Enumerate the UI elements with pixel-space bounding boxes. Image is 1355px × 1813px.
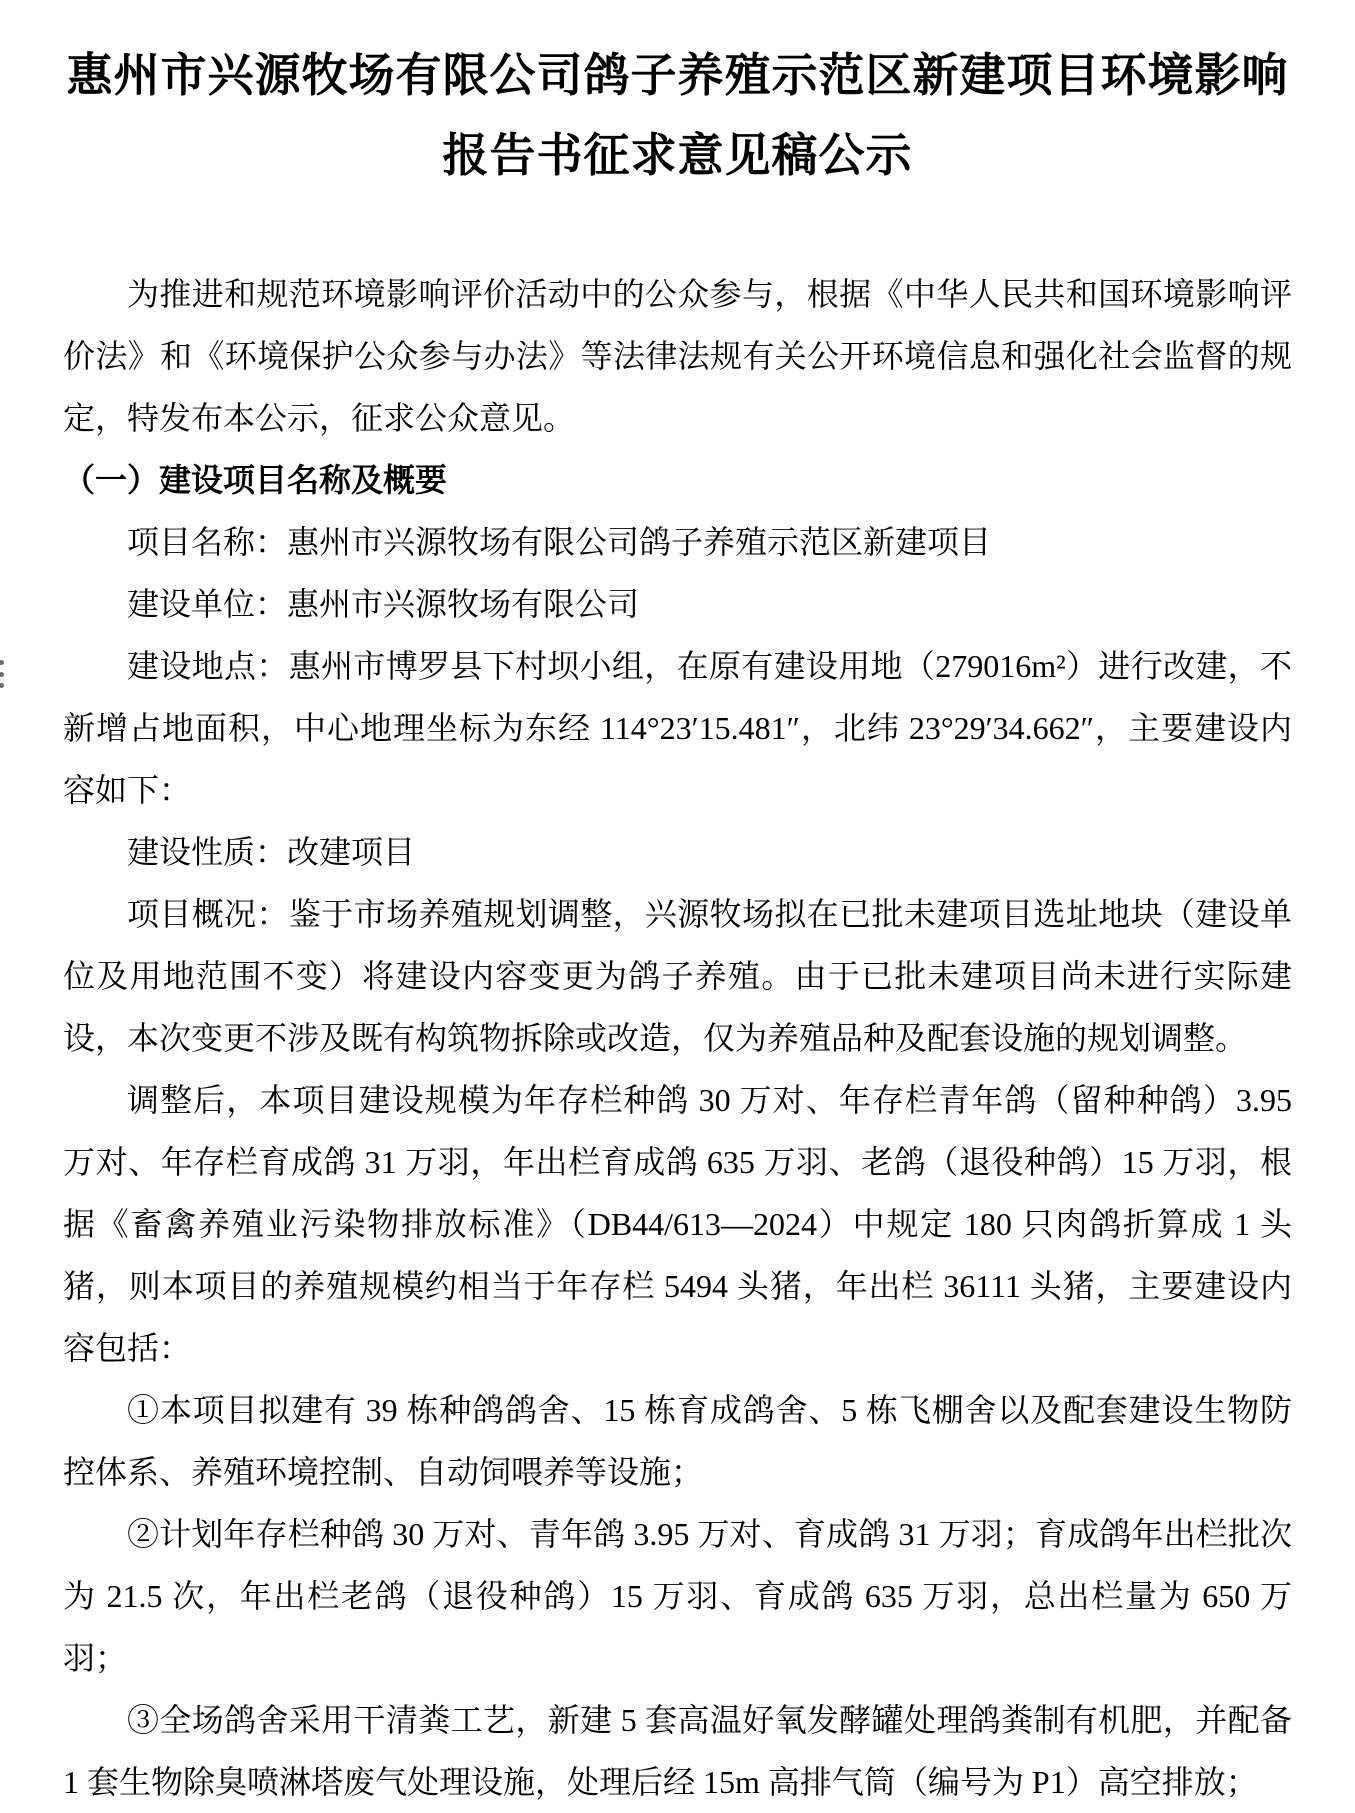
construction-nature-paragraph: 建设性质：改建项目 [127, 834, 416, 870]
ellipsis-dot [0, 672, 4, 677]
project-name-paragraph: 项目名称：惠州市兴源牧场有限公司鸽子养殖示范区新建项目 [127, 524, 992, 560]
document-title-line-2: 报告书征求意见稿公示 [442, 129, 913, 181]
ellipsis-dot [0, 683, 4, 688]
document-title-line-1: 惠州市兴源牧场有限公司鸽子养殖示范区新建项目环境影响 [66, 49, 1289, 101]
build-content-item-2: ②计划年存栏种鸽 30 万对、青年鸽 3.95 万对、育成鸽 31 万羽；育成鸽年出栏批次为 21.5 次，年出栏老鸽（退役种鸽）15 万羽、育成鸽 635 万羽，总出栏量为 650 万羽； [63, 1516, 1292, 1676]
adjusted-scale-paragraph: 调整后，本项目建设规模为年存栏种鸽 30 万对、年存栏青年鸽（留种种鸽）3.95 万对、年存栏育成鸽 31 万羽，年出栏育成鸽 635 万羽、老鸽（退役种鸽）15 万羽，根据《畜禽养殖业污染物排放标准》（DB44/613—2024）中规定 180 只肉鸽折算成 1 头猪，则本项目的养殖规模约相当于年存栏 5494 头猪，年出栏 36111 头猪，主要建设内容包括： [63, 1082, 1292, 1366]
construction-site-paragraph: 建设地点：惠州市博罗县下村坝小组，在原有建设用地（279016m²）进行改建，不新增占地面积，中心地理坐标为东经 114°23′15.481″，北纬 23°29′34.662″，主要建设内容如下： [63, 648, 1292, 808]
document-title [63, 35, 1292, 195]
vertical-ellipsis-icon[interactable] [0, 660, 8, 688]
construction-unit-paragraph: 建设单位：惠州市兴源牧场有限公司 [127, 586, 640, 622]
intro-paragraph: 为推进和规范环境影响评价活动中的公众参与，根据《中华人民共和国环境影响评价法》和《环境保护公众参与办法》等法律法规有关公开环境信息和强化社会监督的规定，特发布本公示，征求公众意见。 [63, 276, 1292, 436]
document-body [63, 263, 1292, 1813]
build-content-item-3: ③全场鸽舍采用干清粪工艺，新建 5 套高温好氧发酵罐处理鸽粪制有机肥，并配备 1 套生物除臭喷淋塔废气处理设施，处理后经 15m 高排气筒（编号为 P1）高空排放； [63, 1702, 1292, 1800]
build-content-item-1: ①本项目拟建有 39 栋种鸽鸽舍、15 栋育成鸽舍、5 栋飞棚舍以及配套建设生物防控体系、养殖环境控制、自动饲喂养等设施； [63, 1392, 1292, 1490]
section-heading: （一）建设项目名称及概要 [63, 462, 448, 498]
ellipsis-dot [0, 660, 4, 665]
project-overview-paragraph: 项目概况：鉴于市场养殖规划调整，兴源牧场拟在已批未建项目选址地块（建设单位及用地范围不变）将建设内容变更为鸽子养殖。由于已批未建项目尚未进行实际建设，本次变更不涉及既有构筑物拆除或改造，仅为养殖品种及配套设施的规划调整。 [63, 896, 1292, 1056]
